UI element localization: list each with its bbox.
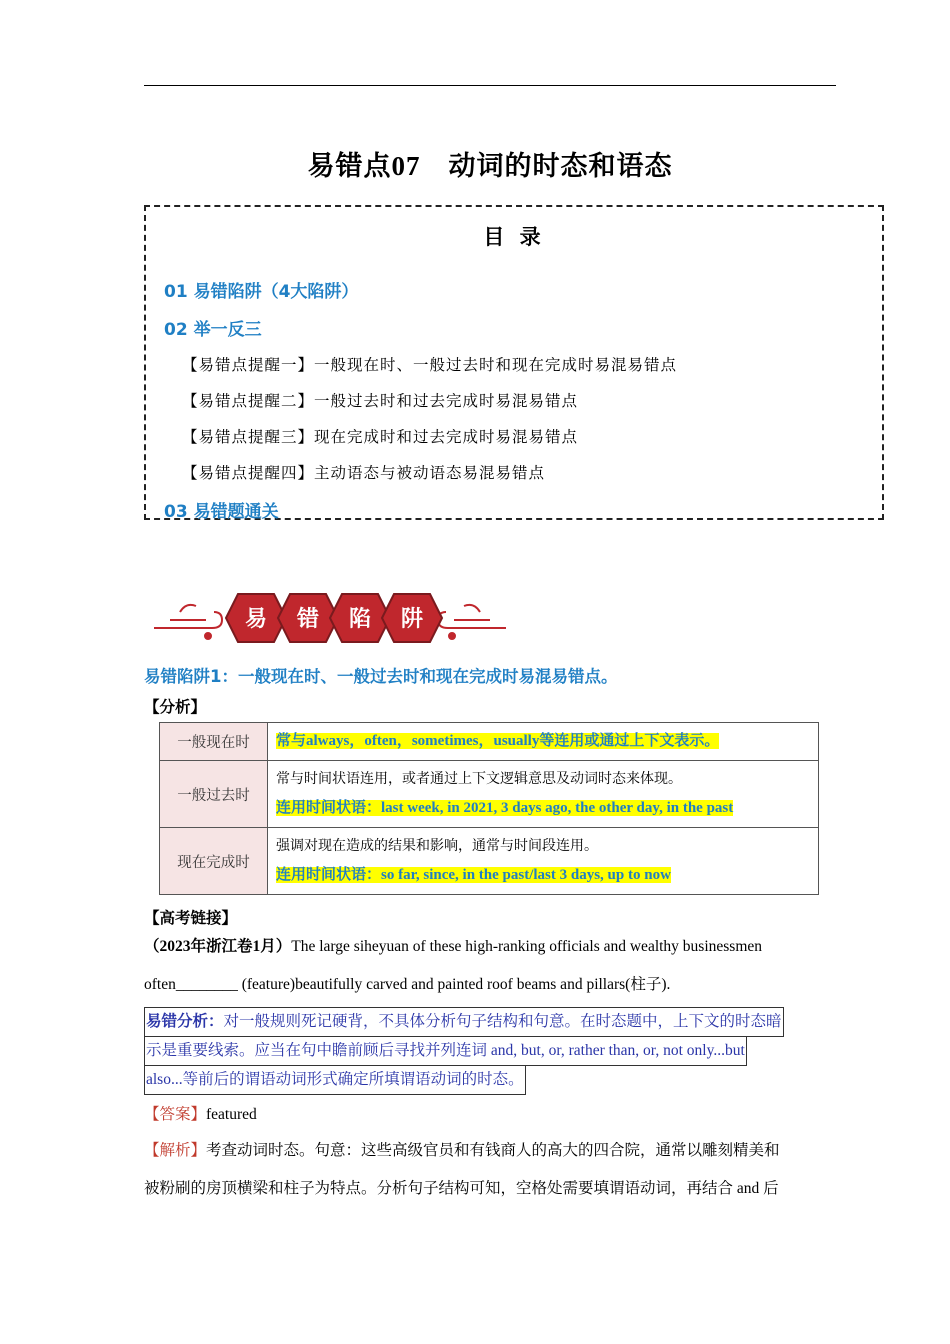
gaokao-line-1 — [144, 928, 836, 966]
toc-item-4[interactable]: 【易错点提醒四】主动语态与被动语态易混易错点 — [182, 464, 546, 482]
toc-heading: 目 录 — [483, 225, 545, 249]
toc-section-03[interactable]: 03 易错题通关 — [164, 502, 279, 522]
usage-highlight: 连用时间状语：last week, in 2021, 3 days ago, the other day, in the past — [276, 800, 734, 816]
table-row — [160, 828, 819, 895]
usage-cell — [268, 723, 819, 761]
banner-char-3: 陷 — [348, 607, 372, 632]
trap-banner — [150, 588, 510, 648]
toc-item-2[interactable]: 【易错点提醒二】一般过去时和过去完成时易混易错点 — [182, 392, 579, 410]
tense-cell: 现在完成时 — [160, 828, 268, 895]
banner-char-4: 阱 — [400, 607, 424, 632]
banner-char-2: 错 — [296, 607, 320, 632]
toc-item-1[interactable]: 【易错点提醒一】一般现在时、一般过去时和现在完成时易混易错点 — [182, 356, 678, 374]
answer-label: 【答案】 — [144, 1106, 207, 1123]
table-row — [160, 761, 819, 828]
trap-1-title: 易错陷阱1：一般现在时、一般过去时和现在完成时易混易错点。 — [144, 667, 618, 686]
usage-cell — [268, 761, 819, 828]
gaokao-source: （2023年浙江卷1月） — [144, 938, 292, 955]
table-row — [160, 723, 819, 761]
usage-text: 常与时间状语连用，或者通过上下文逻辑意思及动词时态来体现。 — [276, 771, 682, 787]
error-analysis-line-3: also...等前后的谓语动词形式确定所填谓语动词的时态。 — [144, 1065, 526, 1095]
page-title: 易错点07 动词的时态和语态 — [307, 151, 673, 181]
answer-value: featured — [206, 1106, 257, 1123]
banner-right-ornament — [438, 605, 506, 639]
answer-line — [144, 1096, 836, 1134]
explanation-line-1 — [144, 1132, 836, 1170]
usage-highlight: 常与always，often，sometimes，usually等连用或通过上下文表示。 — [276, 733, 720, 749]
gaokao-sentence-1: The large siheyuan of these high-ranking officials and wealthy businessmen — [291, 938, 763, 955]
table-of-contents — [144, 205, 884, 520]
top-rule — [144, 85, 836, 86]
usage-highlight: 连用时间状语：so far, since, in the past/last 3 days, up to now — [276, 867, 671, 883]
explanation-text-1: 考查动词时态。句意：这些高级官员和有钱商人的高大的四合院，通常以雕刻精美和 — [206, 1142, 780, 1159]
tense-cell: 一般现在时 — [160, 723, 268, 761]
analysis-label: 【分析】 — [144, 698, 207, 716]
error-analysis-text-1: 对一般规则死记硬背，不具体分析句子结构和句意。在时态题中，上下文的时态暗 — [223, 1013, 782, 1030]
error-analysis-line-2: 示是重要线索。应当在句中瞻前顾后寻找并列连词 and, but, or, rather than, or, not only...but — [144, 1036, 747, 1066]
explanation-label: 【解析】 — [144, 1142, 207, 1159]
usage-cell — [268, 828, 819, 895]
toc-section-01[interactable]: 01 易错陷阱（4大陷阱） — [164, 282, 359, 302]
toc-section-02[interactable]: 02 举一反三 — [164, 320, 262, 340]
explanation-line-2: 被粉刷的房顶横梁和柱子为特点。分析句子结构可知，空格处需要填谓语动词，再结合 and 后 — [144, 1180, 779, 1197]
gaokao-label: 【高考链接】 — [144, 909, 238, 927]
tense-cell: 一般过去时 — [160, 761, 268, 828]
gaokao-question — [144, 928, 836, 1004]
error-analysis-line-1 — [144, 1007, 784, 1037]
tense-analysis-table — [159, 722, 819, 895]
usage-text: 强调对现在造成的结果和影响，通常与时间段连用。 — [276, 838, 598, 854]
banner-char-1: 易 — [244, 607, 268, 632]
banner-left-ornament — [154, 605, 222, 639]
error-analysis-box — [144, 1008, 836, 1095]
explanation-block — [144, 1132, 836, 1208]
error-analysis-label: 易错分析： — [146, 1013, 224, 1030]
gaokao-sentence-2: often________ (feature)beautifully carved and painted roof beams and pillars(柱子). — [144, 976, 671, 993]
toc-item-3[interactable]: 【易错点提醒三】现在完成时和过去完成时易混易错点 — [182, 428, 579, 446]
